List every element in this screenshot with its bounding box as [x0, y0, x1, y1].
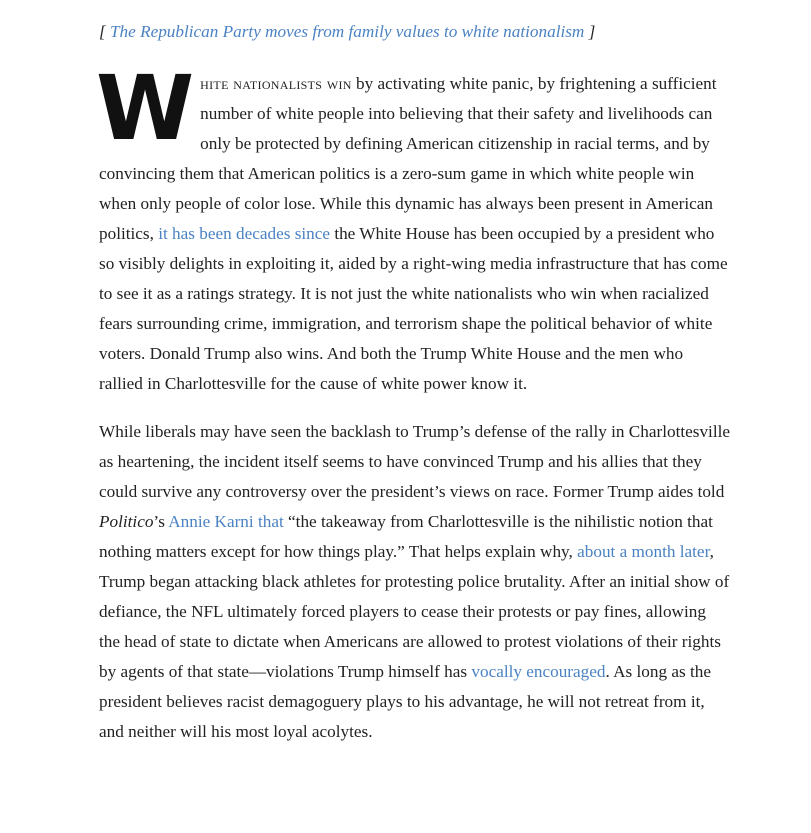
related-close-bracket: ] [588, 22, 596, 41]
paragraph-2-text-5: . As long as the president believes racist demagoguery plays to his advantage, he will not retreat from it, and neither will his most loyal acolytes. [99, 662, 711, 741]
publication-name: Politico [99, 512, 154, 531]
paragraph-2-text-1: While liberals may have seen the backlash to Trump’s defense of the rally in Charlottesville as heartening, the incident itself seems to have convinced Trump and his allies that they could survive any controversy over the president’s views on race. Former Trump aides told [99, 422, 731, 501]
paragraph-1-text-2: the White House has been occupied by a president who so visibly delights in exploiting it, aided by a right-wing media infrastructure that has come to see it as a ratings strategy. It is not just the white nationalists who win when racialized fears surrounding crime, immigration, and terrorism shape the political behavior of white voters. Donald Trump also wins. And both the Trump White House and the men who rallied in Charlottesville for the cause of white power know it. [99, 224, 728, 393]
link-annie-karni[interactable]: Annie Karni that [168, 512, 284, 531]
link-about-a-month-later[interactable]: about a month later [577, 542, 710, 561]
article-body [96, 18, 731, 747]
drop-cap: W [96, 56, 191, 160]
related-article-link[interactable]: The Republican Party moves from family values to white nationalism [110, 22, 585, 41]
link-vocally-encouraged[interactable]: vocally encouraged [471, 662, 606, 681]
paragraph-1-text-1: by activating white panic, by frightening a sufficient number of white people into believing that their safety and livelihoods can only be protected by defining American citizenship in racial terms, and by convincing them that American politics is a zero-sum game in which white people win when only people of color lose. While this dynamic has always been present in American politics, [99, 74, 717, 243]
lead-in: hite nationalists win [200, 74, 352, 93]
paragraph-2 [99, 417, 731, 747]
paragraph-2-text-3: “the takeaway from Charlottesville is the nihilistic notion that nothing matters except for how things play.” That helps explain why, [99, 512, 713, 561]
paragraph-1 [96, 56, 731, 399]
related-article-callout [99, 18, 731, 46]
paragraph-2-text-4: , Trump began attacking black athletes for protesting police brutality. After an initial show of defiance, the NFL ultimately forced players to cease their protests or pay fines, allowing the head of state to dictate when Americans are allowed to protest violations of their rights by agents of that state—violations Trump himself has [99, 542, 730, 681]
related-open-bracket: [ [99, 22, 106, 41]
link-decades-since[interactable]: it has been decades since [158, 224, 331, 243]
paragraph-2-text-2: ’s [153, 512, 169, 531]
